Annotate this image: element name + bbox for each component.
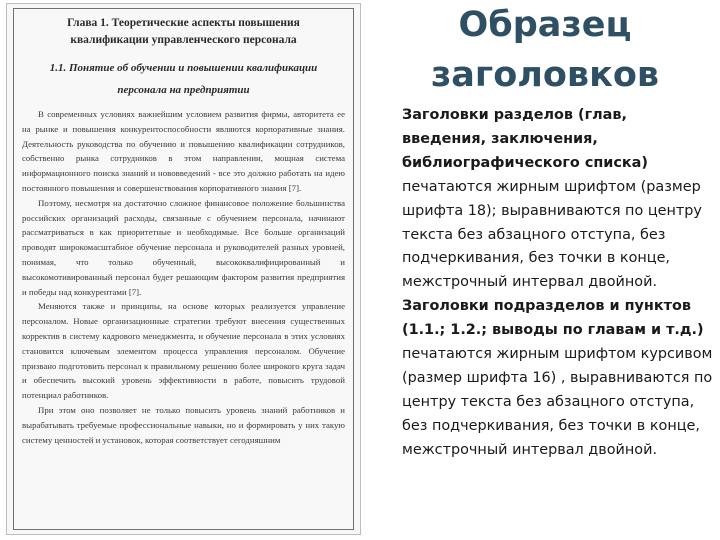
subsection-heading-rule-label: Заголовки подразделов и пунктов (1.1.; 1.2.; выводы по главам и т.д.) [402,298,704,339]
document-sample-image [6,3,361,535]
slide-description [402,104,714,463]
document-paragraph-2: Поэтому, несмотря на достаточно сложное финансовое положение большинства российских организаций расходы, связанные с обучением персонала, начинают рассматриваться в как приоритетные и необходимые. Все больше организаций проводят широкомасштабное обучение персонала и руководителей разных уровней, понимая, что только обученный, высококвалифицированный и высокомотивированный персонал будет решающим фактором развития предприятия и победы над конкурентами [7]. [22,197,345,297]
document-paragraph-3: Меняются также и принципы, на основе которых реализуется управление персоналом. Новые организационные стратегии требуют внесения существенных корректив в систему кадрового менеджмента, и обучение персонала в этих условиях становится ключевым элементом процесса управления персоналом. Обучение призвано подготовить персонал к правильному решению более широкого круга задач и обеспечить высокий уровень эффективности в работе, повысить трудовой потенциал работников. [22,301,345,401]
slide-title-line-1: Образец [458,5,632,45]
document-paragraph-4: При этом оно позволяет не только повысить уровень знаний работников и вырабатывать требуемые профессиональные навыки, но и формировать у них такую систему ценностей и установок, которая соответствует сегодняшним [22,404,345,445]
section-heading-rule-label: Заголовки разделов (глав, введения, заключения, библиографического списка) [402,107,648,171]
chapter-heading-line-1: Глава 1. Теоретические аспекты повышения [67,17,300,29]
document-chapter-heading [20,15,347,49]
subsection-heading-rule-text: печатаются жирным шрифтом курсивом (размер шрифта 16) , выравниваются по центру текста без абзацного отступа, без подчеркивания, без точки в конце, межстрочный интервал двойной. [402,346,713,458]
document-section-heading [20,57,347,101]
chapter-heading-line-2: квалификации управленческого персонала [70,34,297,46]
section-heading-line-1: 1.1. Понятие об обучении и повышении квалификации [49,62,318,74]
document-page-frame [13,8,354,530]
section-heading-line-2: персонала на предприятии [117,84,250,96]
slide-title-line-2: заголовков [430,55,660,95]
document-paragraph-1: В современных условиях важнейшим условием развития фирмы, авторитета ее на рынке и повышения конкурентоспособности являются корпоративные знания. Деятельность руководства по обучению и повышению квалификации сотрудников, собственно рынка сотрудников в этом направлении, мощная система информационного поиска знаний и нововведений - все это должно работать на идею постоянного повышения и совершенствования корпоративного знания [7]. [22,109,345,193]
slide-title [370,0,720,100]
document-body-text [22,107,345,447]
section-heading-rule-text: печатаются жирным шрифтом (размер шрифта 18); выравниваются по центру текста без абзацного отступа, без подчеркивания, без точки в конце, межстрочный интервал двойной. [402,178,702,291]
